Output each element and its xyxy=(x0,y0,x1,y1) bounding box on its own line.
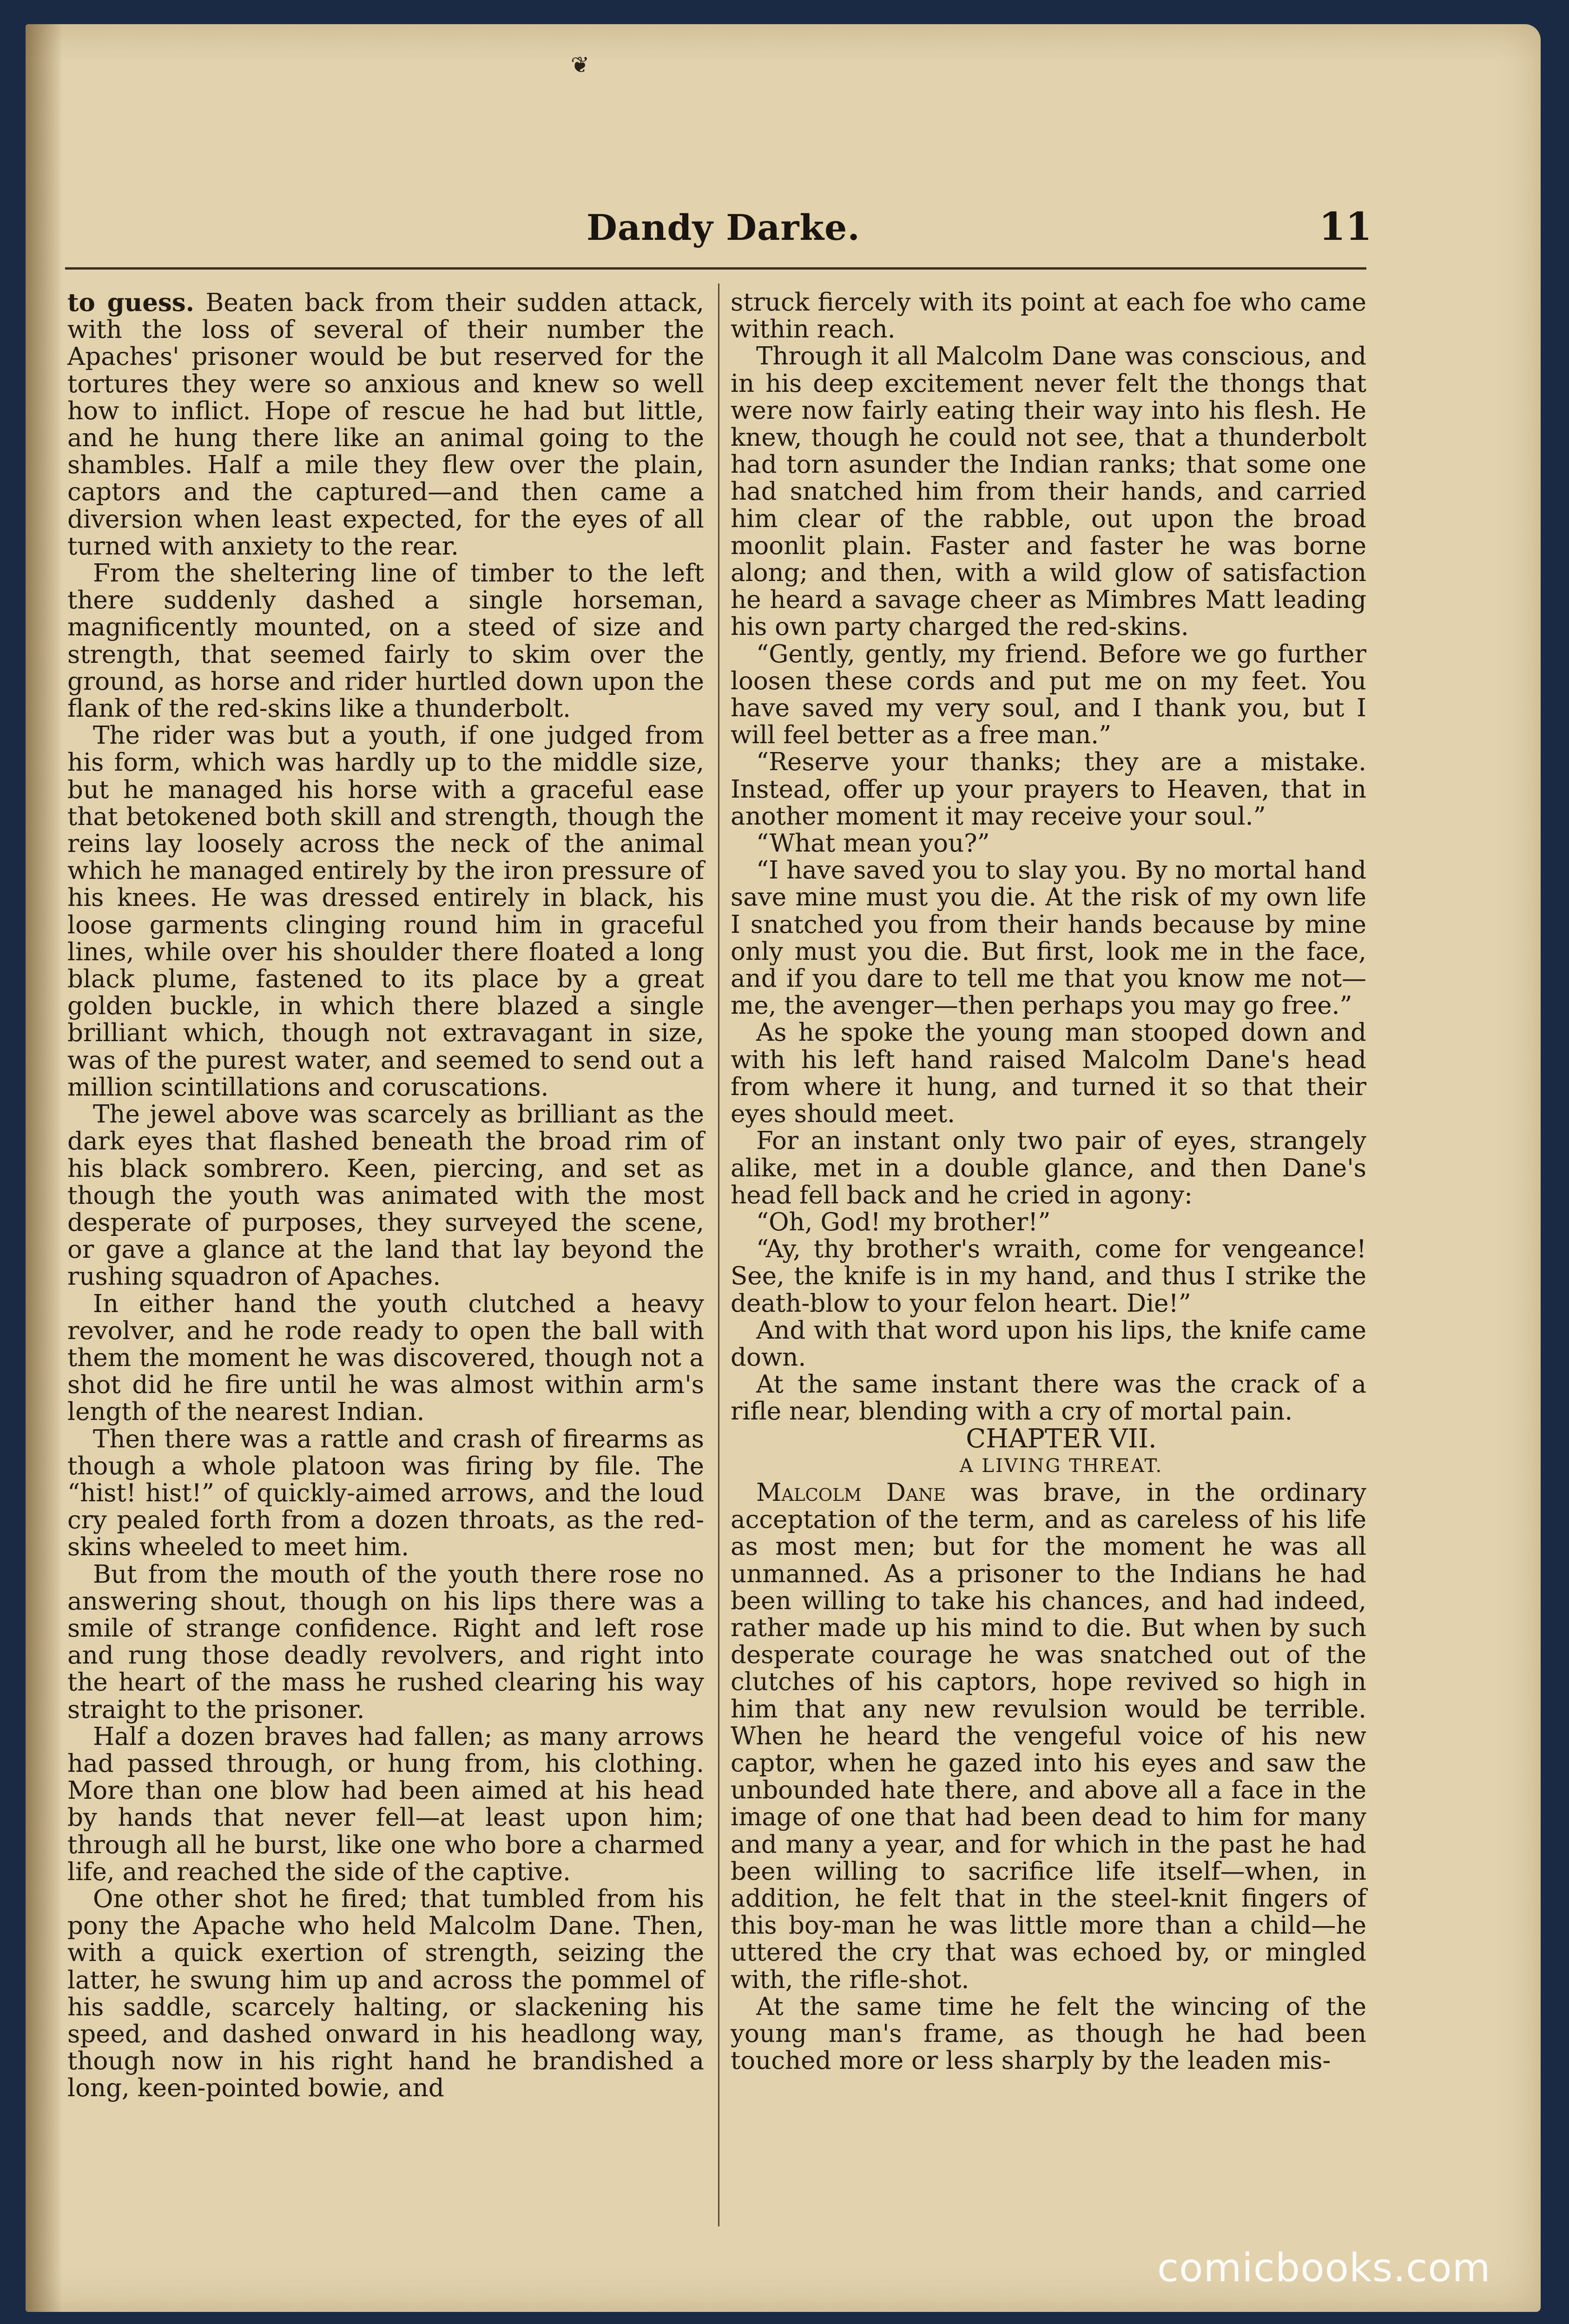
paragraph: For an instant only two pair of eyes, strangely alike, met in a double glance, and then Dane's head fell back and he cried in agony: xyxy=(731,1127,1366,1209)
right-column xyxy=(731,289,1366,2074)
paragraph: Then there was a rattle and crash of firearms as though a whole platoon was firing by file. The “hist! hist!” of quickly-aimed arrows, and the loud cry pealed forth from a dozen throats, as the red-skins wheeled to meet him. xyxy=(67,1425,704,1562)
paragraph: “What mean you?” xyxy=(756,829,990,858)
paragraph: From the sheltering line of timber to the left there suddenly dashed a single horseman, magnificently mounted, on a steed of size and strength, that seemed fairly to skim over the ground, as horse and rider hurtled down upon the flank of the red-skins like a thunderbolt. xyxy=(67,559,704,723)
paragraph xyxy=(67,289,704,560)
paragraph-lead: Malcolm Dane xyxy=(756,1478,946,1507)
paragraph: “Oh, God! my brother!” xyxy=(756,1208,1051,1236)
watermark: comicbooks.com xyxy=(1157,2245,1491,2291)
page-gutter-shadow xyxy=(26,24,63,2312)
paragraph: “Gently, gently, my friend. Before we go further loosen these cords and put me on my feet. You have saved my very soul, and I thank you, but I will feel better as a free man.” xyxy=(731,640,1366,750)
column-divider xyxy=(718,284,719,2226)
paragraph: struck fiercely with its point at each foe who came within reach. xyxy=(731,288,1366,344)
paragraph-lead: to guess. xyxy=(67,288,195,317)
page-number: 11 xyxy=(1319,205,1372,249)
left-column xyxy=(67,289,704,2102)
paragraph-text: Beaten back from their sudden attack, with the loss of several of their number the Apaches' prisoner would be but reserved for the tortures they were so anxious and knew so well how to inflict. Hope of rescue he had but little, and he hung there like an animal going to the shambles. Half a mile they flew over the plain, captors and the captured—and then came a diversion when least expected, for the eyes of all turned with anxiety to the rear. xyxy=(67,289,704,561)
paragraph-text: was brave, in the ordinary acceptation of the term, and as careless of his life as most men; but for the moment he was all unmanned. As a prisoner to the Indians he had been willing to take his chances, and had indeed, rather made up his mind to die. But when by such desperate courage he was snatched out of the clutches of his captors, hope revived so high in him that any new revulsion would be terrible. When he heard the vengeful voice of his new captor, when he gazed into his eyes and saw the unbounded hate there, and above all a face in the image of one that had been dead to him for many and many a year, and for which in the past he had been willing to sacrifice life itself—when, in addition, he felt that in the steel-knit fingers of this boy-man he was little more than a child—he uttered the cry that was echoed by, or mingled with, the rifle-shot. xyxy=(731,1478,1366,1994)
chapter-title: CHAPTER VII. xyxy=(966,1423,1157,1454)
paragraph: And with that word upon his lips, the knife came down. xyxy=(731,1316,1366,1372)
running-title: Dandy Darke. xyxy=(587,207,860,248)
paragraph: As he spoke the young man stooped down and with his left hand raised Malcolm Dane's head from where it hung, and turned it so that their eyes should meet. xyxy=(731,1018,1366,1129)
paragraph: At the same time he felt the wincing of the young man's frame, as though he had been touched more or less sharply by the leaden mis- xyxy=(731,1992,1366,2075)
header-rule xyxy=(65,267,1366,270)
ornament-icon: ❦ xyxy=(571,52,590,78)
paragraph: “I have saved you to slay you. By no mortal hand save mine must you die. At the risk of my own life I snatched you from their hands because by mine only must you die. But first, look me in the face, and if you dare to tell me that you know me not—me, the avenger—then perhaps you may go free.” xyxy=(731,856,1366,1020)
paragraph: “Reserve your thanks; they are a mistake. Instead, offer up your prayers to Heaven, that in another moment it may receive your soul.” xyxy=(731,748,1366,831)
paragraph: One other shot he fired; that tumbled from his pony the Apache who held Malcolm Dane. Then, with a quick exertion of strength, seizing the latter, he swung him up and across the pommel of his saddle, scarcely halting, or slackening his speed, and dashed onward in his headlong way, though now in his right hand he brandished a long, keen-pointed bowie, and xyxy=(67,1884,704,2103)
paragraph xyxy=(731,1479,1366,1994)
paragraph: The jewel above was scarcely as brilliant as the dark eyes that flashed beneath the broad rim of his black sombrero. Keen, piercing, and set as though the youth was animated with the most desperate of purposes, they surveyed the scene, or gave a glance at the land that lay beyond the rushing squadron of Apaches. xyxy=(67,1100,704,1291)
paragraph: But from the mouth of the youth there rose no answering shout, though on his lips there was a smile of strange confidence. Right and left rose and rung those deadly revolvers, and right into the heart of the mass he rushed clearing his way straight to the prisoner. xyxy=(67,1560,704,1724)
chapter-subtitle: A LIVING THREAT. xyxy=(959,1455,1163,1477)
paragraph: At the same instant there was the crack of a rifle near, blending with a cry of mortal pain. xyxy=(731,1370,1366,1426)
paragraph: Through it all Malcolm Dane was conscious, and in his deep excitement never felt the thongs that were now fairly eating their way into his flesh. He knew, though he could not see, that a thunderbolt had torn asunder the Indian ranks; that some one had snatched him from their hands, and carried him clear of the rabble, out upon the broad moonlit plain. Faster and faster he was borne along; and then, with a wild glow of satisfaction he heard a savage cheer as Mimbres Matt leading his own party charged the red-skins. xyxy=(731,342,1366,641)
paragraph: “Ay, thy brother's wraith, come for vengeance! See, the knife is in my hand, and thus I strike the death-blow to your felon heart. Die!” xyxy=(731,1235,1366,1318)
paragraph: The rider was but a youth, if one judged from his form, which was hardly up to the middle size, but he managed his horse with a graceful ease that betokened both skill and strength, though the reins lay loosely across the neck of the animal which he managed entirely by the iron pressure of his knees. He was dressed entirely in black, his loose garments clinging round him in graceful lines, while over his shoulder there floated a long black plume, fastened to its place by a great golden buckle, in which there blazed a single brilliant which, though not extravagant in size, was of the purest water, and seemed to send out a million scintillations and coruscations. xyxy=(67,721,704,1102)
paragraph: In either hand the youth clutched a heavy revolver, and he rode ready to open the ball with them the moment he was discovered, though not a shot did he fire until he was almost within arm's length of the nearest Indian. xyxy=(67,1289,704,1426)
paragraph: Half a dozen braves had fallen; as many arrows had passed through, or hung from, his clothing. More than one blow had been aimed at his head by hands that never fell—at least upon him; through all he burst, like one who bore a charmed life, and reached the side of the captive. xyxy=(67,1722,704,1886)
